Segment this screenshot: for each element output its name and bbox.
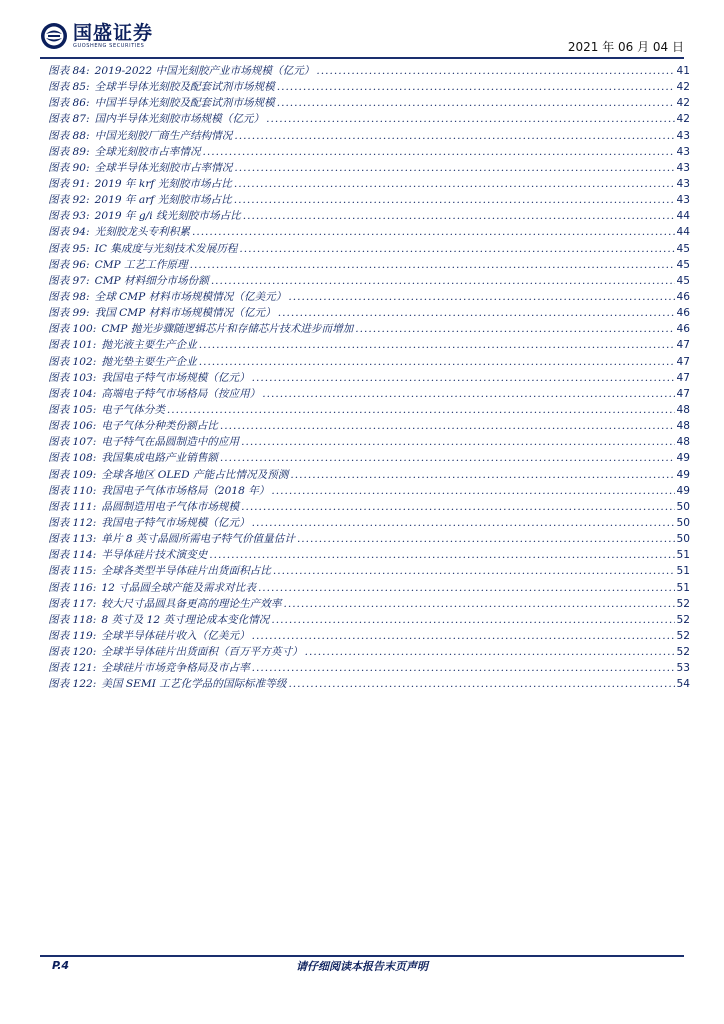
toc-entry[interactable] — [48, 305, 690, 321]
figure-caption: 2019-2022 中国光刻胶产业市场规模（亿元） — [94, 65, 315, 77]
figure-caption: 我国 CMP 材料市场规模情况（亿元） — [94, 307, 276, 320]
toc-page-number: 50 — [676, 516, 690, 529]
dot-leader — [252, 370, 675, 386]
dot-leader — [192, 224, 675, 240]
figure-label: 图表 104: — [48, 387, 97, 400]
dot-leader — [243, 208, 675, 224]
figure-label: 图表 105: — [48, 403, 97, 416]
toc-page-number: 43 — [676, 194, 690, 207]
dot-leader — [290, 467, 674, 483]
toc-entry[interactable] — [48, 499, 690, 515]
dot-leader — [271, 612, 674, 628]
dot-leader — [273, 563, 675, 579]
toc-page-number: 46 — [676, 307, 690, 320]
toc-page-number: 50 — [676, 533, 690, 546]
toc-page-number: 47 — [676, 339, 690, 352]
toc-entry-title — [48, 192, 232, 208]
toc-entry-title — [48, 289, 286, 305]
toc-page-number: 51 — [676, 581, 690, 594]
dot-leader — [203, 144, 675, 160]
figure-caption: 高端电子特气市场格局（按应用） — [101, 387, 261, 400]
figure-caption: 2019 年 g/i 线光刻胶市场占比 — [94, 210, 241, 223]
page-header — [40, 18, 684, 58]
toc-entry[interactable] — [48, 676, 690, 692]
guosheng-logo-icon — [40, 22, 68, 50]
figure-label: 图表 85: — [48, 81, 90, 94]
figure-label: 图表 84: — [48, 65, 90, 77]
toc-page-number: 44 — [676, 210, 690, 223]
toc-entry-title — [48, 434, 239, 450]
figure-label: 图表 96: — [48, 258, 90, 271]
table-of-figures — [48, 63, 690, 692]
brand-logo — [40, 22, 153, 50]
toc-page-number: 41 — [676, 65, 690, 77]
toc-entry-title — [48, 547, 207, 563]
figure-label: 图表 103: — [48, 371, 97, 384]
figure-label: 图表 117: — [48, 597, 97, 610]
toc-page-number: 44 — [676, 226, 690, 239]
toc-page-number: 42 — [676, 97, 690, 110]
toc-page-number: 48 — [676, 436, 690, 449]
toc-entry-title — [48, 208, 241, 224]
toc-entry[interactable] — [48, 531, 690, 547]
figure-label: 图表 93: — [48, 210, 90, 223]
toc-page-number: 49 — [676, 484, 690, 497]
figure-label: 图表 107: — [48, 436, 97, 449]
toc-entry[interactable] — [48, 547, 690, 563]
toc-entry-title — [48, 450, 218, 466]
figure-label: 图表 91: — [48, 177, 90, 190]
figure-caption: 美国 SEMI 工艺化学品的国际标准等级 — [101, 678, 287, 691]
dot-leader — [316, 63, 674, 79]
figure-caption: 抛光垫主要生产企业 — [101, 355, 197, 368]
toc-entry[interactable] — [48, 467, 690, 483]
figure-caption: 12 寸晶圆全球产能及需求对比表 — [101, 581, 256, 594]
toc-page-number: 51 — [676, 549, 690, 562]
toc-entry-title — [48, 596, 281, 612]
toc-page-number: 54 — [676, 678, 690, 691]
figure-label: 图表 114: — [48, 549, 97, 562]
toc-entry-title — [48, 79, 275, 95]
toc-entry[interactable] — [48, 434, 690, 450]
figure-label: 图表 121: — [48, 662, 97, 675]
toc-entry[interactable] — [48, 483, 690, 499]
toc-entry-title — [48, 644, 303, 660]
toc-page-number: 52 — [676, 613, 690, 626]
dot-leader — [278, 305, 675, 321]
toc-page-number: 42 — [676, 113, 690, 126]
figure-label: 图表 94: — [48, 226, 90, 239]
toc-entry-title — [48, 144, 201, 160]
dot-leader — [305, 644, 675, 660]
toc-page-number: 48 — [676, 420, 690, 433]
figure-label: 图表 99: — [48, 307, 90, 320]
toc-entry-title — [48, 628, 250, 644]
report-date: 2021 年 06 月 04 日 — [567, 40, 684, 54]
toc-entry-title — [48, 676, 286, 692]
toc-entry[interactable] — [48, 321, 690, 337]
toc-entry[interactable] — [48, 79, 690, 95]
toc-entry-title — [48, 224, 190, 240]
figure-label: 图表 122: — [48, 678, 97, 691]
toc-entry[interactable] — [48, 63, 690, 79]
toc-entry-title — [48, 563, 271, 579]
figure-caption: 我国电子气体市场格局（2018 年） — [101, 484, 270, 497]
dot-leader — [211, 273, 675, 289]
toc-entry[interactable] — [48, 450, 690, 466]
toc-page-number: 48 — [676, 403, 690, 416]
figure-label: 图表 101: — [48, 339, 97, 352]
toc-entry[interactable] — [48, 418, 690, 434]
toc-page-number: 46 — [676, 290, 690, 303]
toc-entry[interactable] — [48, 208, 690, 224]
toc-entry[interactable] — [48, 144, 690, 160]
toc-entry[interactable] — [48, 596, 690, 612]
figure-caption: 光刻胶龙头专利积累 — [94, 226, 190, 239]
toc-entry[interactable] — [48, 386, 690, 402]
toc-entry-title — [48, 660, 250, 676]
toc-entry-title — [48, 418, 218, 434]
figure-caption: 我国电子特气市场规模（亿元） — [101, 516, 250, 529]
dot-leader — [234, 128, 674, 144]
figure-caption: 晶圆制造用电子气体市场规模 — [101, 500, 240, 513]
dot-leader — [199, 354, 675, 370]
figure-caption: 单片 8 英寸晶圆所需电子特气价值量估计 — [101, 533, 295, 546]
figure-label: 图表 87: — [48, 113, 90, 126]
dot-leader — [266, 111, 674, 127]
figure-caption: 较大尺寸晶圆具备更高的理论生产效率 — [101, 597, 282, 610]
toc-entry[interactable] — [48, 160, 690, 176]
toc-page-number: 46 — [676, 323, 690, 336]
figure-label: 图表 88: — [48, 129, 90, 142]
disclaimer-note: 请仔细阅读本报告末页声明 — [296, 960, 428, 973]
toc-entry[interactable] — [48, 176, 690, 192]
figure-caption: 中国光刻胶厂商生产结构情况 — [94, 129, 233, 142]
toc-entry-title — [48, 321, 353, 337]
figure-caption: IC 集成度与光刻技术发展历程 — [94, 242, 238, 255]
toc-page-number: 45 — [676, 242, 690, 255]
toc-entry-title — [48, 160, 232, 176]
figure-caption: CMP 抛光步骤随逻辑芯片和存储芯片技术进步而增加 — [101, 323, 354, 336]
toc-page-number: 43 — [676, 161, 690, 174]
figure-caption: 8 英寸及 12 英寸理论成本变化情况 — [101, 613, 270, 626]
figure-caption: 全球半导体光刻胶及配套试剂市场规模 — [94, 81, 275, 94]
figure-label: 图表 115: — [48, 565, 97, 578]
figure-caption: 全球半导体硅片出货面积（百万平方英寸） — [101, 646, 303, 659]
toc-page-number: 49 — [676, 468, 690, 481]
toc-page-number: 52 — [676, 646, 690, 659]
dot-leader — [258, 580, 675, 596]
figure-caption: 2019 年 krf 光刻胶市场占比 — [94, 177, 232, 190]
figure-caption: 全球半导体光刻胶市占率情况 — [94, 161, 233, 174]
toc-entry[interactable] — [48, 128, 690, 144]
figure-label: 图表 86: — [48, 97, 90, 110]
figure-label: 图表 98: — [48, 290, 90, 303]
dot-leader — [288, 289, 674, 305]
figure-caption: 全球光刻胶市占率情况 — [94, 145, 201, 158]
toc-entry[interactable] — [48, 580, 690, 596]
toc-entry-title — [48, 95, 275, 111]
dot-leader — [234, 176, 675, 192]
toc-entry[interactable] — [48, 563, 690, 579]
toc-entry[interactable] — [48, 515, 690, 531]
toc-entry[interactable] — [48, 273, 690, 289]
dot-leader — [241, 434, 674, 450]
dot-leader — [199, 337, 675, 353]
header-divider — [40, 57, 684, 59]
toc-page-number: 45 — [676, 258, 690, 271]
dot-leader — [220, 450, 675, 466]
toc-page-number: 43 — [676, 145, 690, 158]
figure-caption: 全球各地区 OLED 产能占比情况及预测 — [101, 468, 289, 481]
figure-caption: 我国集成电路产业销售额 — [101, 452, 218, 465]
toc-page-number: 53 — [676, 662, 690, 675]
figure-caption: 全球半导体硅片收入（亿美元） — [101, 629, 250, 642]
toc-page-number: 50 — [676, 500, 690, 513]
dot-leader — [355, 321, 674, 337]
toc-entry-title — [48, 402, 165, 418]
footer-divider — [40, 955, 684, 957]
toc-page-number: 51 — [676, 565, 690, 578]
figure-label: 图表 100: — [48, 323, 97, 336]
figure-label: 图表 118: — [48, 613, 97, 626]
figure-label: 图表 111: — [48, 500, 97, 513]
figure-caption: 电子气体分类 — [101, 403, 165, 416]
toc-entry-title — [48, 128, 232, 144]
figure-label: 图表 110: — [48, 484, 97, 497]
figure-label: 图表 109: — [48, 468, 97, 481]
figure-label: 图表 112: — [48, 516, 97, 529]
toc-page-number: 47 — [676, 355, 690, 368]
toc-entry[interactable] — [48, 224, 690, 240]
figure-label: 图表 90: — [48, 161, 90, 174]
figure-caption: 半导体硅片技术演变史 — [101, 549, 208, 562]
figure-caption: 电子特气在晶圆制造中的应用 — [101, 436, 240, 449]
dot-leader — [190, 257, 675, 273]
toc-page-number: 45 — [676, 274, 690, 287]
figure-caption: 抛光液主要生产企业 — [101, 339, 197, 352]
toc-entry[interactable] — [48, 337, 690, 353]
dot-leader — [239, 241, 674, 257]
toc-entry[interactable] — [48, 289, 690, 305]
dot-leader — [252, 660, 675, 676]
toc-page-number: 52 — [676, 629, 690, 642]
dot-leader — [220, 418, 675, 434]
toc-page-number: 43 — [676, 129, 690, 142]
figure-caption: 电子气体分种类份额占比 — [101, 420, 218, 433]
dot-leader — [297, 531, 675, 547]
figure-caption: 全球 CMP 材料市场规模情况（亿美元） — [94, 290, 287, 303]
toc-entry-title — [48, 370, 250, 386]
toc-entry-title — [48, 386, 260, 402]
brand-name-cn: 国盛证券 — [73, 22, 154, 44]
toc-entry[interactable] — [48, 660, 690, 676]
dot-leader — [271, 483, 674, 499]
toc-entry[interactable] — [48, 612, 690, 628]
toc-entry[interactable] — [48, 95, 690, 111]
toc-entry-title — [48, 515, 250, 531]
figure-caption: 全球硅片市场竞争格局及市占率 — [101, 662, 250, 675]
toc-entry-title — [48, 241, 237, 257]
toc-entry-title — [48, 305, 276, 321]
toc-page-number: 43 — [676, 177, 690, 190]
toc-entry[interactable] — [48, 257, 690, 273]
toc-entry[interactable] — [48, 370, 690, 386]
toc-entry-title — [48, 337, 197, 353]
dot-leader — [288, 676, 674, 692]
toc-entry-title — [48, 354, 197, 370]
figure-caption: 全球各类型半导体硅片出货面积占比 — [101, 565, 271, 578]
figure-caption: CMP 工艺工作原理 — [94, 258, 188, 271]
figure-caption: 2019 年 arf 光刻胶市场占比 — [94, 194, 232, 207]
dot-leader — [277, 95, 675, 111]
figure-label: 图表 113: — [48, 533, 97, 546]
dot-leader — [167, 402, 675, 418]
figure-label: 图表 92: — [48, 194, 90, 207]
toc-entry-title — [48, 499, 239, 515]
toc-page-number: 42 — [676, 81, 690, 94]
dot-leader — [234, 192, 675, 208]
toc-entry[interactable] — [48, 354, 690, 370]
dot-leader — [209, 547, 674, 563]
figure-label: 图表 108: — [48, 452, 97, 465]
figure-caption: 中国半导体光刻胶及配套试剂市场规模 — [94, 97, 275, 110]
dot-leader — [241, 499, 674, 515]
figure-label: 图表 97: — [48, 274, 90, 287]
figure-label: 图表 106: — [48, 420, 97, 433]
dot-leader — [252, 628, 675, 644]
figure-label: 图表 89: — [48, 145, 90, 158]
toc-entry-title — [48, 273, 209, 289]
toc-entry-title — [48, 580, 256, 596]
toc-entry[interactable] — [48, 644, 690, 660]
figure-label: 图表 102: — [48, 355, 97, 368]
toc-entry-title — [48, 176, 232, 192]
toc-page-number: 49 — [676, 452, 690, 465]
toc-page-number: 52 — [676, 597, 690, 610]
dot-leader — [234, 160, 674, 176]
toc-entry[interactable] — [48, 241, 690, 257]
brand-name-en: GUOSHENG SECURITIES — [73, 43, 145, 49]
figure-label: 图表 95: — [48, 242, 90, 255]
dot-leader — [262, 386, 674, 402]
toc-entry-title — [48, 257, 188, 273]
toc-page-number: 47 — [676, 371, 690, 384]
toc-entry-title — [48, 483, 269, 499]
figure-label: 图表 120: — [48, 646, 97, 659]
page-number: P.4 — [52, 959, 70, 972]
figure-caption: CMP 材料细分市场份额 — [94, 274, 209, 287]
figure-caption: 国内半导体光刻胶市场规模（亿元） — [94, 113, 265, 126]
toc-entry[interactable] — [48, 192, 690, 208]
toc-entry-title — [48, 111, 264, 127]
toc-page-number: 47 — [676, 387, 690, 400]
dot-leader — [283, 596, 674, 612]
toc-entry-title — [48, 531, 295, 547]
toc-entry-title — [48, 612, 269, 628]
figure-label: 图表 119: — [48, 629, 97, 642]
dot-leader — [277, 79, 675, 95]
toc-entry-title — [48, 467, 288, 483]
toc-entry[interactable] — [48, 111, 690, 127]
figure-caption: 我国电子特气市场规模（亿元） — [101, 371, 250, 384]
toc-entry[interactable] — [48, 402, 690, 418]
figure-label: 图表 116: — [48, 581, 97, 594]
dot-leader — [252, 515, 675, 531]
toc-entry-title — [48, 63, 314, 79]
toc-entry[interactable] — [48, 628, 690, 644]
